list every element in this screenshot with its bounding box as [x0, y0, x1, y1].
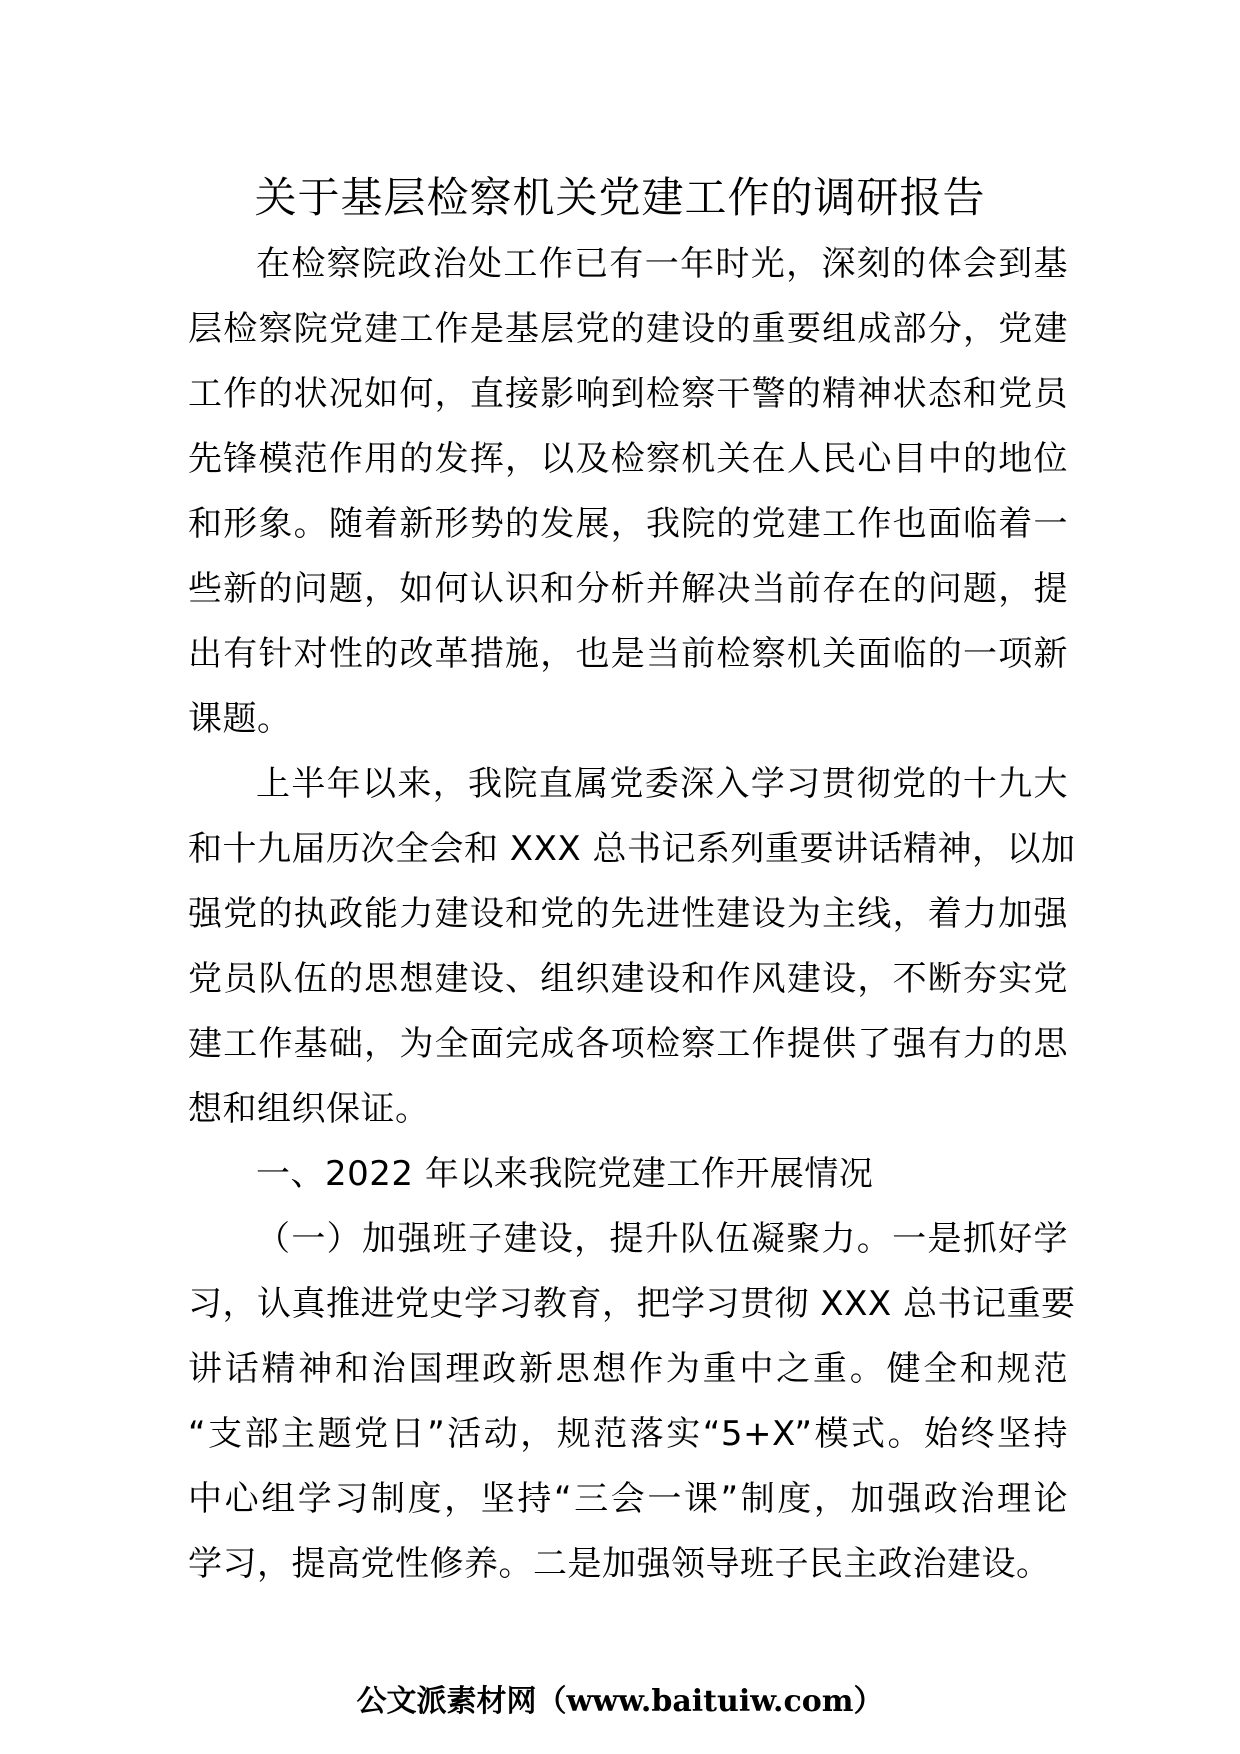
paragraph-2-line-5: 建工作基础，为全面完成各项检察工作提供了强有力的思	[188, 1024, 1068, 1064]
document-body	[188, 232, 1076, 1597]
paragraph-3-line-4: “支部主题党日”活动，规范落实“5+X”模式。始终坚持	[188, 1414, 1068, 1454]
paragraph-3-line-6: 学习，提高党性修养。二是加强领导班子民主政治建设。	[188, 1544, 1051, 1584]
section-heading-1: 一、2022 年以来我院党建工作开展情况	[256, 1154, 874, 1194]
paragraph-3-line-1: （一）加强班子建设，提升队伍凝聚力。一是抓好学	[256, 1219, 1068, 1259]
paragraph-1-line-7: 出有针对性的改革措施，也是当前检察机关面临的一项新	[188, 634, 1068, 674]
paragraph-3-line-5: 中心组学习制度，坚持“三会一课”制度，加强政治理论	[188, 1479, 1068, 1519]
paragraph-1-line-2: 层检察院党建工作是基层党的建设的重要组成部分，党建	[188, 309, 1068, 349]
paragraph-1-line-5: 和形象。随着新形势的发展，我院的党建工作也面临着一	[188, 504, 1068, 544]
paragraph-2-line-2: 和十九届历次全会和 XXX 总书记系列重要讲话精神，以加	[188, 829, 1076, 869]
paragraph-2-line-1: 上半年以来，我院直属党委深入学习贯彻党的十九大	[256, 764, 1068, 804]
paragraph-2-line-3: 强党的执政能力建设和党的先进性建设为主线，着力加强	[188, 894, 1068, 934]
document-title: 关于基层检察机关党建工作的调研报告	[254, 173, 986, 222]
paragraph-1-line-1: 在检察院政治处工作已有一年时光，深刻的体会到基	[256, 244, 1068, 284]
paragraph-1-line-3: 工作的状况如何，直接影响到检察干警的精神状态和党员	[188, 374, 1068, 414]
footer-watermark: 公文派素材网（www.baituiw.com）	[356, 1684, 884, 1719]
paragraph-1-line-4: 先锋模范作用的发挥，以及检察机关在人民心目中的地位	[188, 439, 1068, 479]
paragraph-1-line-8: 课题。	[188, 699, 292, 739]
paragraph-3-line-3: 讲话精神和治国理政新思想作为重中之重。健全和规范	[188, 1349, 1068, 1389]
paragraph-2-line-6: 想和组织保证。	[188, 1089, 430, 1129]
paragraph-3-line-2: 习，认真推进党史学习教育，把学习贯彻 XXX 总书记重要	[188, 1284, 1076, 1324]
paragraph-1-line-6: 些新的问题，如何认识和分析并解决当前存在的问题，提	[188, 569, 1068, 609]
paragraph-2-line-4: 党员队伍的思想建设、组织建设和作风建设，不断夯实党	[188, 959, 1068, 999]
